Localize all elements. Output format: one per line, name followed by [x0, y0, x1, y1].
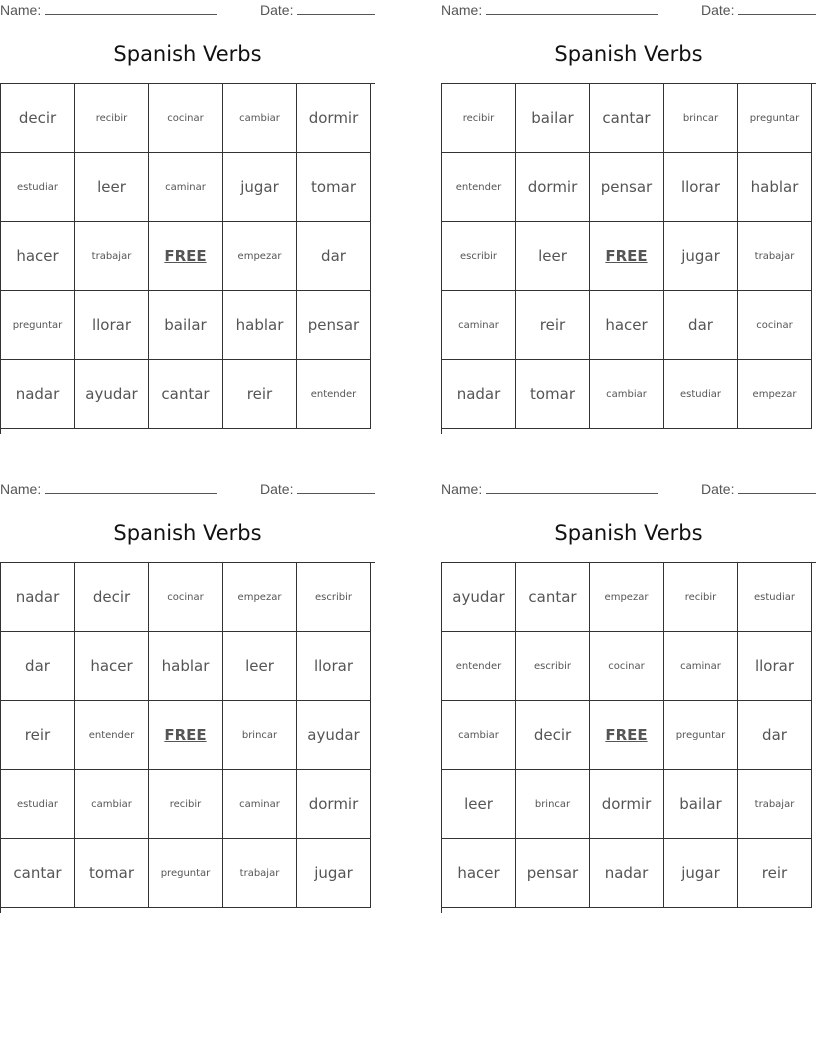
bingo-cell[interactable]: cantar — [516, 563, 590, 632]
bingo-cell[interactable]: preguntar — [149, 839, 223, 908]
date-field[interactable] — [260, 2, 375, 18]
bingo-cell[interactable]: tomar — [297, 153, 371, 222]
bingo-cell[interactable]: decir — [75, 563, 149, 632]
bingo-cell[interactable]: tomar — [516, 360, 590, 429]
date-line[interactable] — [738, 481, 816, 494]
bingo-cell[interactable]: estudiar — [738, 563, 812, 632]
card-title: Spanish Verbs — [554, 42, 703, 66]
bingo-cell[interactable]: nadar — [1, 563, 75, 632]
bingo-cell[interactable]: leer — [516, 222, 590, 291]
bingo-cell[interactable]: nadar — [442, 360, 516, 429]
date-label: Date: — [260, 2, 294, 18]
bingo-cell[interactable]: brincar — [516, 770, 590, 839]
bingo-cell[interactable]: entender — [442, 153, 516, 222]
name-line[interactable] — [45, 481, 217, 494]
bingo-cell[interactable]: hacer — [442, 839, 516, 908]
date-field[interactable] — [701, 481, 816, 497]
bingo-cell[interactable]: estudiar — [1, 770, 75, 839]
name-label: Name: — [441, 481, 483, 497]
bingo-grid — [441, 83, 816, 434]
bingo-cell[interactable]: trabajar — [223, 839, 297, 908]
bingo-cell[interactable]: dormir — [297, 84, 371, 153]
bingo-grid — [0, 83, 375, 434]
bingo-cell[interactable]: leer — [442, 770, 516, 839]
bingo-cell[interactable]: bailar — [516, 84, 590, 153]
date-line[interactable] — [297, 2, 375, 15]
bingo-cell[interactable]: caminar — [442, 291, 516, 360]
name-label: Name: — [441, 2, 483, 18]
bingo-cell[interactable]: llorar — [664, 153, 738, 222]
bingo-cell[interactable]: cocinar — [149, 84, 223, 153]
bingo-cell[interactable]: reir — [1, 701, 75, 770]
bingo-cell[interactable]: cambiar — [75, 770, 149, 839]
bingo-cell[interactable]: entender — [442, 632, 516, 701]
bingo-cell[interactable]: preguntar — [738, 84, 812, 153]
bingo-cell[interactable]: jugar — [664, 839, 738, 908]
bingo-cell[interactable]: dormir — [590, 770, 664, 839]
bingo-cell[interactable]: cambiar — [442, 701, 516, 770]
bingo-cell[interactable]: escribir — [297, 563, 371, 632]
bingo-cell[interactable]: recibir — [442, 84, 516, 153]
bingo-cell[interactable]: empezar — [738, 360, 812, 429]
bingo-cell[interactable]: tomar — [75, 839, 149, 908]
name-label: Name: — [0, 2, 42, 18]
bingo-cell[interactable]: leer — [223, 632, 297, 701]
free-space[interactable]: FREE — [590, 701, 664, 770]
bingo-cell[interactable]: cambiar — [590, 360, 664, 429]
name-field[interactable] — [0, 481, 217, 497]
bingo-cell[interactable]: caminar — [149, 153, 223, 222]
bingo-cell[interactable]: ayudar — [442, 563, 516, 632]
bingo-cell[interactable]: empezar — [223, 222, 297, 291]
name-field[interactable] — [0, 2, 217, 18]
bingo-cell[interactable]: trabajar — [738, 770, 812, 839]
bingo-cell[interactable]: cocinar — [590, 632, 664, 701]
bingo-cell[interactable]: bailar — [664, 770, 738, 839]
bingo-cell[interactable]: entender — [75, 701, 149, 770]
name-field[interactable] — [441, 481, 658, 497]
date-line[interactable] — [297, 481, 375, 494]
bingo-cell[interactable]: entender — [297, 360, 371, 429]
bingo-grid — [0, 562, 375, 913]
bingo-cell[interactable]: escribir — [442, 222, 516, 291]
card-title: Spanish Verbs — [113, 42, 262, 66]
bingo-cell[interactable]: dar — [738, 701, 812, 770]
card-header — [441, 481, 816, 501]
bingo-cell[interactable]: preguntar — [1, 291, 75, 360]
bingo-cell[interactable]: preguntar — [664, 701, 738, 770]
bingo-cell[interactable]: cantar — [149, 360, 223, 429]
bingo-cell[interactable]: ayudar — [297, 701, 371, 770]
name-line[interactable] — [486, 2, 658, 15]
name-field[interactable] — [441, 2, 658, 18]
bingo-cell[interactable]: llorar — [297, 632, 371, 701]
bingo-cell[interactable]: nadar — [1, 360, 75, 429]
bingo-cell[interactable]: dar — [297, 222, 371, 291]
bingo-cell[interactable]: cocinar — [149, 563, 223, 632]
bingo-cell[interactable]: hablar — [149, 632, 223, 701]
card-title: Spanish Verbs — [554, 521, 703, 545]
bingo-cell[interactable]: reir — [738, 839, 812, 908]
bingo-cell[interactable]: jugar — [297, 839, 371, 908]
bingo-cell[interactable]: hablar — [738, 153, 812, 222]
bingo-cell[interactable]: bailar — [149, 291, 223, 360]
bingo-card — [0, 479, 375, 919]
name-line[interactable] — [486, 481, 658, 494]
bingo-cell[interactable]: cantar — [1, 839, 75, 908]
bingo-cell[interactable]: hacer — [75, 632, 149, 701]
bingo-cell[interactable]: trabajar — [75, 222, 149, 291]
bingo-grid — [441, 562, 816, 913]
bingo-cell[interactable]: caminar — [664, 632, 738, 701]
free-space[interactable]: FREE — [149, 222, 223, 291]
bingo-cell[interactable]: leer — [75, 153, 149, 222]
bingo-card — [441, 0, 816, 440]
bingo-cell[interactable]: caminar — [223, 770, 297, 839]
bingo-card — [0, 0, 375, 440]
bingo-cell[interactable]: cocinar — [738, 291, 812, 360]
bingo-cell[interactable]: estudiar — [664, 360, 738, 429]
card-header — [441, 2, 816, 22]
bingo-cell[interactable]: jugar — [223, 153, 297, 222]
bingo-card — [441, 479, 816, 919]
bingo-cell[interactable]: hablar — [223, 291, 297, 360]
bingo-cell[interactable]: reir — [223, 360, 297, 429]
date-label: Date: — [260, 481, 294, 497]
bingo-cell[interactable]: estudiar — [1, 153, 75, 222]
bingo-cell[interactable]: decir — [516, 701, 590, 770]
bingo-cell[interactable]: llorar — [738, 632, 812, 701]
bingo-cell[interactable]: pensar — [590, 153, 664, 222]
bingo-cell[interactable]: recibir — [75, 84, 149, 153]
bingo-cell[interactable]: escribir — [516, 632, 590, 701]
card-title: Spanish Verbs — [113, 521, 262, 545]
bingo-cell[interactable]: dar — [1, 632, 75, 701]
bingo-cell[interactable]: decir — [1, 84, 75, 153]
bingo-cell[interactable]: jugar — [664, 222, 738, 291]
bingo-cell[interactable]: hacer — [1, 222, 75, 291]
bingo-cell[interactable]: cambiar — [223, 84, 297, 153]
bingo-cell[interactable]: dar — [664, 291, 738, 360]
date-field[interactable] — [260, 481, 375, 497]
bingo-cell[interactable]: llorar — [75, 291, 149, 360]
bingo-cell[interactable]: pensar — [516, 839, 590, 908]
bingo-cell[interactable]: recibir — [664, 563, 738, 632]
bingo-cell[interactable]: dormir — [297, 770, 371, 839]
bingo-cell[interactable]: trabajar — [738, 222, 812, 291]
free-space[interactable]: FREE — [590, 222, 664, 291]
date-line[interactable] — [738, 2, 816, 15]
bingo-cell[interactable]: ayudar — [75, 360, 149, 429]
date-label: Date: — [701, 2, 735, 18]
bingo-cell[interactable]: empezar — [223, 563, 297, 632]
name-label: Name: — [0, 481, 42, 497]
bingo-cell[interactable]: dormir — [516, 153, 590, 222]
card-header — [0, 481, 375, 501]
bingo-cell[interactable]: reir — [516, 291, 590, 360]
bingo-cell[interactable]: cantar — [590, 84, 664, 153]
bingo-cell[interactable]: brincar — [664, 84, 738, 153]
bingo-cell[interactable]: empezar — [590, 563, 664, 632]
bingo-cell[interactable]: hacer — [590, 291, 664, 360]
date-field[interactable] — [701, 2, 816, 18]
bingo-cell[interactable]: brincar — [223, 701, 297, 770]
date-label: Date: — [701, 481, 735, 497]
bingo-cell[interactable]: recibir — [149, 770, 223, 839]
bingo-cell[interactable]: pensar — [297, 291, 371, 360]
card-header — [0, 2, 375, 22]
bingo-cell[interactable]: nadar — [590, 839, 664, 908]
name-line[interactable] — [45, 2, 217, 15]
free-space[interactable]: FREE — [149, 701, 223, 770]
